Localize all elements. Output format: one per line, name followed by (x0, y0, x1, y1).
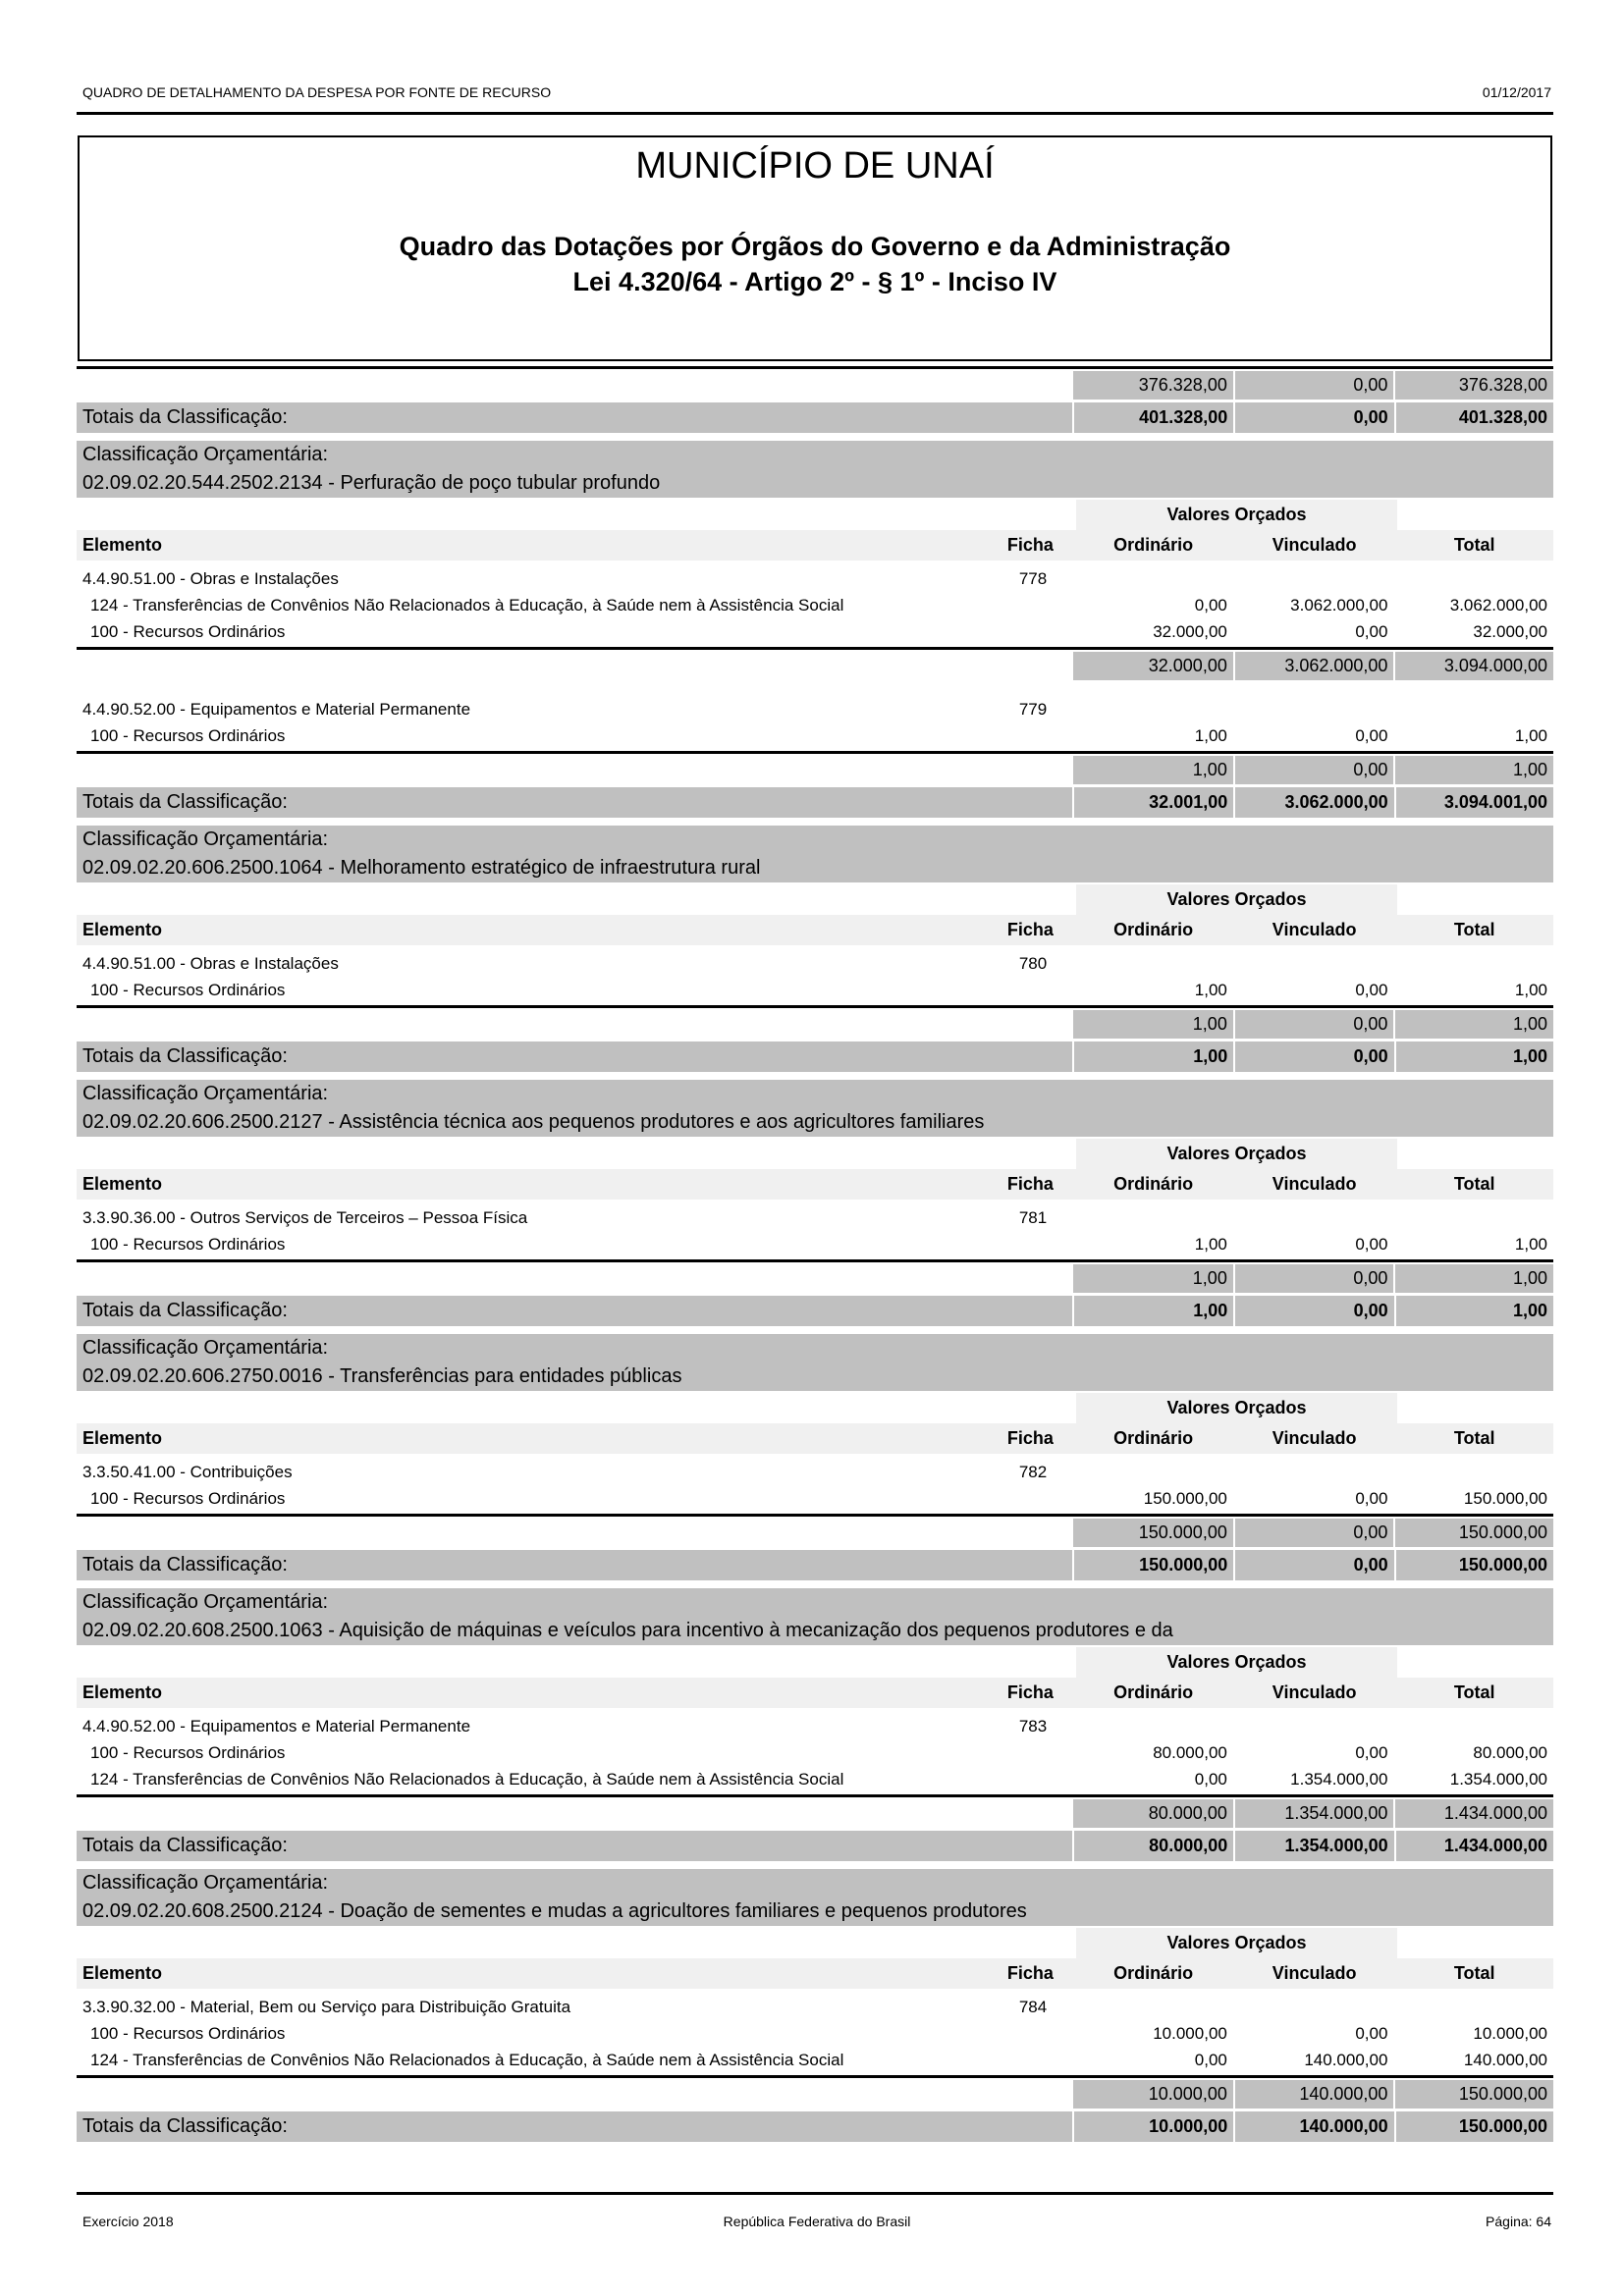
value-total: 80.000,00 (1473, 1743, 1548, 1762)
classification-header (77, 1869, 1553, 1926)
value-total: 3.094.000,00 (1395, 652, 1553, 680)
page-header (82, 84, 1551, 104)
value-vinculado: 3.062.000,00 (1290, 596, 1388, 614)
exercise-year: Exercício 2018 (82, 2214, 174, 2229)
value-ordinario: 1,00 (1073, 1264, 1233, 1293)
value-vinculado: 0,00 (1235, 371, 1394, 400)
value-total: 150.000,00 (1395, 2080, 1553, 2109)
classification-header (77, 1334, 1553, 1391)
element-row (77, 697, 1553, 722)
classification-header (77, 1080, 1553, 1137)
page-footer (82, 2214, 1551, 2233)
element-name: 4.4.90.51.00 - Obras e Instalações (82, 569, 339, 588)
value-total: 150.000,00 (1396, 2111, 1553, 2142)
carryover-totals-row (77, 402, 1553, 433)
classification-code: 02.09.02.20.606.2750.0016 - Transferências para entidades públicas (82, 1365, 682, 1387)
value-vinculado: 140.000,00 (1304, 2051, 1388, 2069)
title-divider (77, 366, 1553, 369)
col-ficha: Ficha (1006, 1963, 1054, 1983)
source-name: 124 - Transferências de Convênios Não Relacionados à Educação, à Saúde nem à Assistência Social (90, 2051, 844, 2069)
col-total: Total (1453, 535, 1495, 555)
value-total: 150.000,00 (1463, 1489, 1548, 1508)
source-name: 100 - Recursos Ordinários (90, 1489, 286, 1508)
value-ordinario: 1,00 (1074, 1296, 1233, 1326)
classification-code: 02.09.02.20.608.2500.1063 - Aquisição de máquinas e veículos para incentivo à mecanização dos pequenos produtores e da (82, 1620, 1173, 1641)
value-ordinario: 32.001,00 (1074, 787, 1233, 818)
col-elemento: Elemento (82, 1428, 163, 1448)
subtotal-divider (77, 1794, 1553, 1797)
value-vinculado: 0,00 (1355, 2024, 1388, 2043)
value-vinculado: 0,00 (1235, 402, 1393, 433)
col-ficha: Ficha (1006, 920, 1054, 939)
source-row (77, 1231, 1553, 1257)
col-elemento: Elemento (82, 1963, 163, 1983)
valores-orcados-header (77, 884, 1553, 915)
classification-label: Classificação Orçamentária: (82, 1872, 329, 1894)
classification-section (77, 1080, 1553, 1326)
value-ordinario: 150.000,00 (1073, 1519, 1233, 1547)
value-vinculado: 1.354.000,00 (1290, 1770, 1388, 1789)
valores-orcados-header (77, 1139, 1553, 1169)
classification-label: Classificação Orçamentária: (82, 1591, 329, 1613)
col-ordinario: Ordinário (1113, 920, 1194, 939)
col-total: Total (1453, 1963, 1495, 1983)
source-name: 100 - Recursos Ordinários (90, 2024, 286, 2043)
classification-header (77, 826, 1553, 882)
valores-orcados-header (77, 1928, 1553, 1958)
element-row (77, 1205, 1553, 1231)
document-subtitle: Quadro das Dotações por Órgãos do Governo e da Administração (399, 232, 1231, 261)
value-total: 3.094.001,00 (1396, 787, 1553, 818)
col-vinculado: Vinculado (1272, 1963, 1357, 1983)
classification-totals-row (77, 2111, 1553, 2142)
element-row (77, 1460, 1553, 1485)
source-row (77, 618, 1553, 645)
classification-section (77, 1869, 1553, 2142)
value-ordinario: 0,00 (1194, 2051, 1227, 2069)
subtotal-divider (77, 1259, 1553, 1262)
subtotal-divider (77, 1514, 1553, 1517)
totals-label: Totais da Classificação: (77, 2111, 1072, 2142)
subtotal-divider (77, 1005, 1553, 1008)
value-total: 376.328,00 (1395, 371, 1553, 400)
col-elemento: Elemento (82, 1682, 163, 1702)
col-ordinario: Ordinário (1113, 1174, 1194, 1194)
classification-totals-row (77, 787, 1553, 818)
element-row (77, 951, 1553, 977)
classification-label: Classificação Orçamentária: (82, 1083, 329, 1104)
valores-orcados-label: Valores Orçados (1076, 500, 1397, 530)
value-vinculado: 0,00 (1235, 1519, 1394, 1547)
carryover-subtotal-row (77, 371, 1553, 400)
report-date: 01/12/2017 (1482, 84, 1551, 100)
value-ordinario: 32.000,00 (1153, 622, 1227, 641)
source-row (77, 2047, 1553, 2073)
value-ordinario: 1,00 (1194, 726, 1227, 745)
value-ordinario: 80.000,00 (1074, 1831, 1233, 1861)
value-vinculado: 3.062.000,00 (1235, 787, 1393, 818)
law-reference: Lei 4.320/64 - Artigo 2º - § 1º - Inciso IV (572, 267, 1057, 296)
source-name: 100 - Recursos Ordinários (90, 622, 286, 641)
page-number: Página: 64 (1486, 2214, 1551, 2229)
subtotal-divider (77, 751, 1553, 754)
value-vinculado: 1.354.000,00 (1235, 1799, 1394, 1828)
element-subtotal-row (77, 652, 1553, 680)
valores-orcados-label: Valores Orçados (1076, 1647, 1397, 1678)
municipality-title: MUNICÍPIO DE UNAÍ (635, 145, 995, 187)
col-ordinario: Ordinário (1113, 1428, 1194, 1448)
value-vinculado: 0,00 (1235, 1264, 1394, 1293)
subtotal-divider (77, 2075, 1553, 2078)
col-vinculado: Vinculado (1272, 535, 1357, 555)
col-elemento: Elemento (82, 1174, 163, 1194)
value-total: 32.000,00 (1473, 622, 1548, 641)
source-row (77, 1766, 1553, 1792)
valores-orcados-header (77, 1393, 1553, 1423)
element-name: 3.3.90.36.00 - Outros Serviços de Terceiros – Pessoa Física (82, 1208, 528, 1227)
classification-code: 02.09.02.20.608.2500.2124 - Doação de sementes e mudas a agricultores familiares e pequenos produtores (82, 1900, 1027, 1922)
element-name: 3.3.90.32.00 - Material, Bem ou Serviço para Distribuição Gratuita (82, 1998, 571, 2016)
value-ordinario: 80.000,00 (1073, 1799, 1233, 1828)
country-name: República Federativa do Brasil (723, 2214, 911, 2229)
element-name: 4.4.90.52.00 - Equipamentos e Material Permanente (82, 700, 471, 719)
value-total: 1.434.000,00 (1396, 1831, 1553, 1861)
footer-divider (77, 2192, 1553, 2195)
value-total: 10.000,00 (1473, 2024, 1548, 2043)
value-vinculado: 140.000,00 (1235, 2080, 1394, 2109)
value-total: 1.354.000,00 (1449, 1770, 1548, 1789)
source-name: 100 - Recursos Ordinários (90, 1743, 286, 1762)
value-total: 1,00 (1514, 1235, 1548, 1254)
report-title: QUADRO DE DETALHAMENTO DA DESPESA POR FONTE DE RECURSO (82, 84, 552, 100)
classification-code: 02.09.02.20.606.2500.1064 - Melhoramento estratégico de infraestrutura rural (82, 857, 761, 879)
value-vinculado: 0,00 (1355, 1489, 1388, 1508)
value-vinculado: 0,00 (1355, 981, 1388, 999)
element-subtotal-row (77, 1519, 1553, 1547)
element-name: 4.4.90.51.00 - Obras e Instalações (82, 954, 339, 973)
title-box (78, 135, 1552, 361)
classification-section (77, 1334, 1553, 1580)
element-ficha: 783 (1018, 1717, 1048, 1735)
element-ficha: 779 (1018, 700, 1048, 719)
value-ordinario: 10.000,00 (1074, 2111, 1233, 2142)
classification-totals-row (77, 1831, 1553, 1861)
element-row (77, 1714, 1553, 1739)
value-ordinario: 401.328,00 (1074, 402, 1233, 433)
value-ordinario: 150.000,00 (1074, 1550, 1233, 1580)
classification-label: Classificação Orçamentária: (82, 828, 329, 850)
element-subtotal-row (77, 1010, 1553, 1039)
classification-totals-row (77, 1296, 1553, 1326)
valores-orcados-label: Valores Orçados (1076, 1928, 1397, 1958)
totals-label: Totais da Classificação: (77, 1550, 1072, 1580)
value-vinculado: 0,00 (1355, 726, 1388, 745)
source-name: 124 - Transferências de Convênios Não Relacionados à Educação, à Saúde nem à Assistência Social (90, 596, 844, 614)
totals-label: Totais da Classificação: (77, 1831, 1072, 1861)
value-vinculado: 0,00 (1355, 1743, 1388, 1762)
classification-code: 02.09.02.20.606.2500.2127 - Assistência técnica aos pequenos produtores e aos agricultores familiares (82, 1111, 985, 1133)
value-total: 1,00 (1514, 726, 1548, 745)
value-ordinario: 10.000,00 (1153, 2024, 1227, 2043)
source-row (77, 977, 1553, 1003)
value-ordinario: 10.000,00 (1073, 2080, 1233, 2109)
value-vinculado: 3.062.000,00 (1235, 652, 1394, 680)
value-ordinario: 1,00 (1194, 1235, 1227, 1254)
element-subtotal-row (77, 1264, 1553, 1293)
classification-totals-row (77, 1550, 1553, 1580)
value-total: 140.000,00 (1463, 2051, 1548, 2069)
valores-orcados-label: Valores Orçados (1076, 1139, 1397, 1169)
value-total: 150.000,00 (1395, 1519, 1553, 1547)
element-ficha: 782 (1018, 1463, 1048, 1481)
col-vinculado: Vinculado (1272, 1682, 1357, 1702)
classification-label: Classificação Orçamentária: (82, 1337, 329, 1359)
source-row (77, 1739, 1553, 1766)
col-total: Total (1453, 1682, 1495, 1702)
value-vinculado: 0,00 (1355, 1235, 1388, 1254)
source-row (77, 592, 1553, 618)
col-elemento: Elemento (82, 535, 163, 555)
classification-header (77, 1588, 1553, 1645)
element-name: 4.4.90.52.00 - Equipamentos e Material Permanente (82, 1717, 471, 1735)
totals-label: Totais da Classificação: (77, 1041, 1072, 1072)
source-row (77, 1485, 1553, 1512)
source-name: 100 - Recursos Ordinários (90, 1235, 286, 1254)
value-total: 1.434.000,00 (1395, 1799, 1553, 1828)
value-vinculado: 0,00 (1235, 1296, 1393, 1326)
value-vinculado: 140.000,00 (1235, 2111, 1393, 2142)
col-ordinario: Ordinário (1113, 1682, 1194, 1702)
element-ficha: 784 (1018, 1998, 1048, 2016)
col-ordinario: Ordinário (1113, 1963, 1194, 1983)
col-ficha: Ficha (1006, 1174, 1054, 1194)
valores-orcados-header (77, 1647, 1553, 1678)
value-total: 1,00 (1395, 1010, 1553, 1039)
value-total: 401.328,00 (1396, 402, 1553, 433)
element-row (77, 1995, 1553, 2020)
element-ficha: 780 (1018, 954, 1048, 973)
value-ordinario: 376.328,00 (1073, 371, 1233, 400)
value-total: 150.000,00 (1396, 1550, 1553, 1580)
element-row (77, 566, 1553, 592)
element-subtotal-row (77, 1799, 1553, 1828)
classification-totals-row (77, 1041, 1553, 1072)
column-header-row (77, 1958, 1553, 1989)
value-vinculado: 1.354.000,00 (1235, 1831, 1393, 1861)
element-ficha: 781 (1018, 1208, 1048, 1227)
source-row (77, 2020, 1553, 2047)
source-name: 124 - Transferências de Convênios Não Relacionados à Educação, à Saúde nem à Assistência Social (90, 1770, 844, 1789)
element-subtotal-row (77, 2080, 1553, 2109)
valores-orcados-label: Valores Orçados (1076, 884, 1397, 915)
classification-section (77, 826, 1553, 1072)
valores-orcados-label: Valores Orçados (1076, 1393, 1397, 1423)
column-header-row (77, 1423, 1553, 1454)
classification-code: 02.09.02.20.544.2502.2134 - Perfuração de poço tubular profundo (82, 472, 661, 494)
value-vinculado: 0,00 (1235, 1010, 1394, 1039)
value-vinculado: 0,00 (1235, 1550, 1393, 1580)
value-ordinario: 0,00 (1194, 596, 1227, 614)
value-vinculado: 0,00 (1235, 756, 1394, 784)
value-ordinario: 1,00 (1073, 756, 1233, 784)
subtotal-divider (77, 647, 1553, 650)
classification-section (77, 1588, 1553, 1861)
value-total: 1,00 (1395, 1264, 1553, 1293)
column-header-row (77, 1169, 1553, 1200)
column-header-row (77, 1678, 1553, 1708)
classification-section (77, 441, 1553, 818)
valores-orcados-header (77, 500, 1553, 530)
col-vinculado: Vinculado (1272, 1428, 1357, 1448)
value-ordinario: 150.000,00 (1143, 1489, 1227, 1508)
col-ficha: Ficha (1006, 535, 1054, 555)
source-name: 100 - Recursos Ordinários (90, 981, 286, 999)
value-total: 3.062.000,00 (1449, 596, 1548, 614)
value-total: 1,00 (1396, 1041, 1553, 1072)
value-vinculado: 0,00 (1355, 622, 1388, 641)
col-elemento: Elemento (82, 920, 163, 939)
source-name: 100 - Recursos Ordinários (90, 726, 286, 745)
value-ordinario: 80.000,00 (1153, 1743, 1227, 1762)
column-header-row (77, 915, 1553, 945)
col-total: Total (1453, 1428, 1495, 1448)
value-total: 1,00 (1395, 756, 1553, 784)
value-total: 1,00 (1396, 1296, 1553, 1326)
source-row (77, 722, 1553, 749)
value-ordinario: 1,00 (1194, 981, 1227, 999)
value-ordinario: 1,00 (1073, 1010, 1233, 1039)
element-ficha: 778 (1018, 569, 1048, 588)
col-ordinario: Ordinário (1113, 535, 1194, 555)
element-name: 3.3.50.41.00 - Contribuições (82, 1463, 293, 1481)
value-vinculado: 0,00 (1235, 1041, 1393, 1072)
totals-label: Totais da Classificação: (77, 1296, 1072, 1326)
col-ficha: Ficha (1006, 1428, 1054, 1448)
element-subtotal-row (77, 756, 1553, 784)
column-header-row (77, 530, 1553, 561)
value-ordinario: 0,00 (1194, 1770, 1227, 1789)
totals-label: Totais da Classificação: (77, 402, 1072, 433)
col-total: Total (1453, 920, 1495, 939)
value-total: 1,00 (1514, 981, 1548, 999)
value-ordinario: 32.000,00 (1073, 652, 1233, 680)
totals-label: Totais da Classificação: (77, 787, 1072, 818)
classification-label: Classificação Orçamentária: (82, 444, 329, 465)
col-total: Total (1453, 1174, 1495, 1194)
classification-header (77, 441, 1553, 498)
value-ordinario: 1,00 (1074, 1041, 1233, 1072)
col-vinculado: Vinculado (1272, 920, 1357, 939)
col-ficha: Ficha (1006, 1682, 1054, 1702)
col-vinculado: Vinculado (1272, 1174, 1357, 1194)
budget-table (77, 371, 1553, 2150)
header-divider (77, 112, 1553, 115)
